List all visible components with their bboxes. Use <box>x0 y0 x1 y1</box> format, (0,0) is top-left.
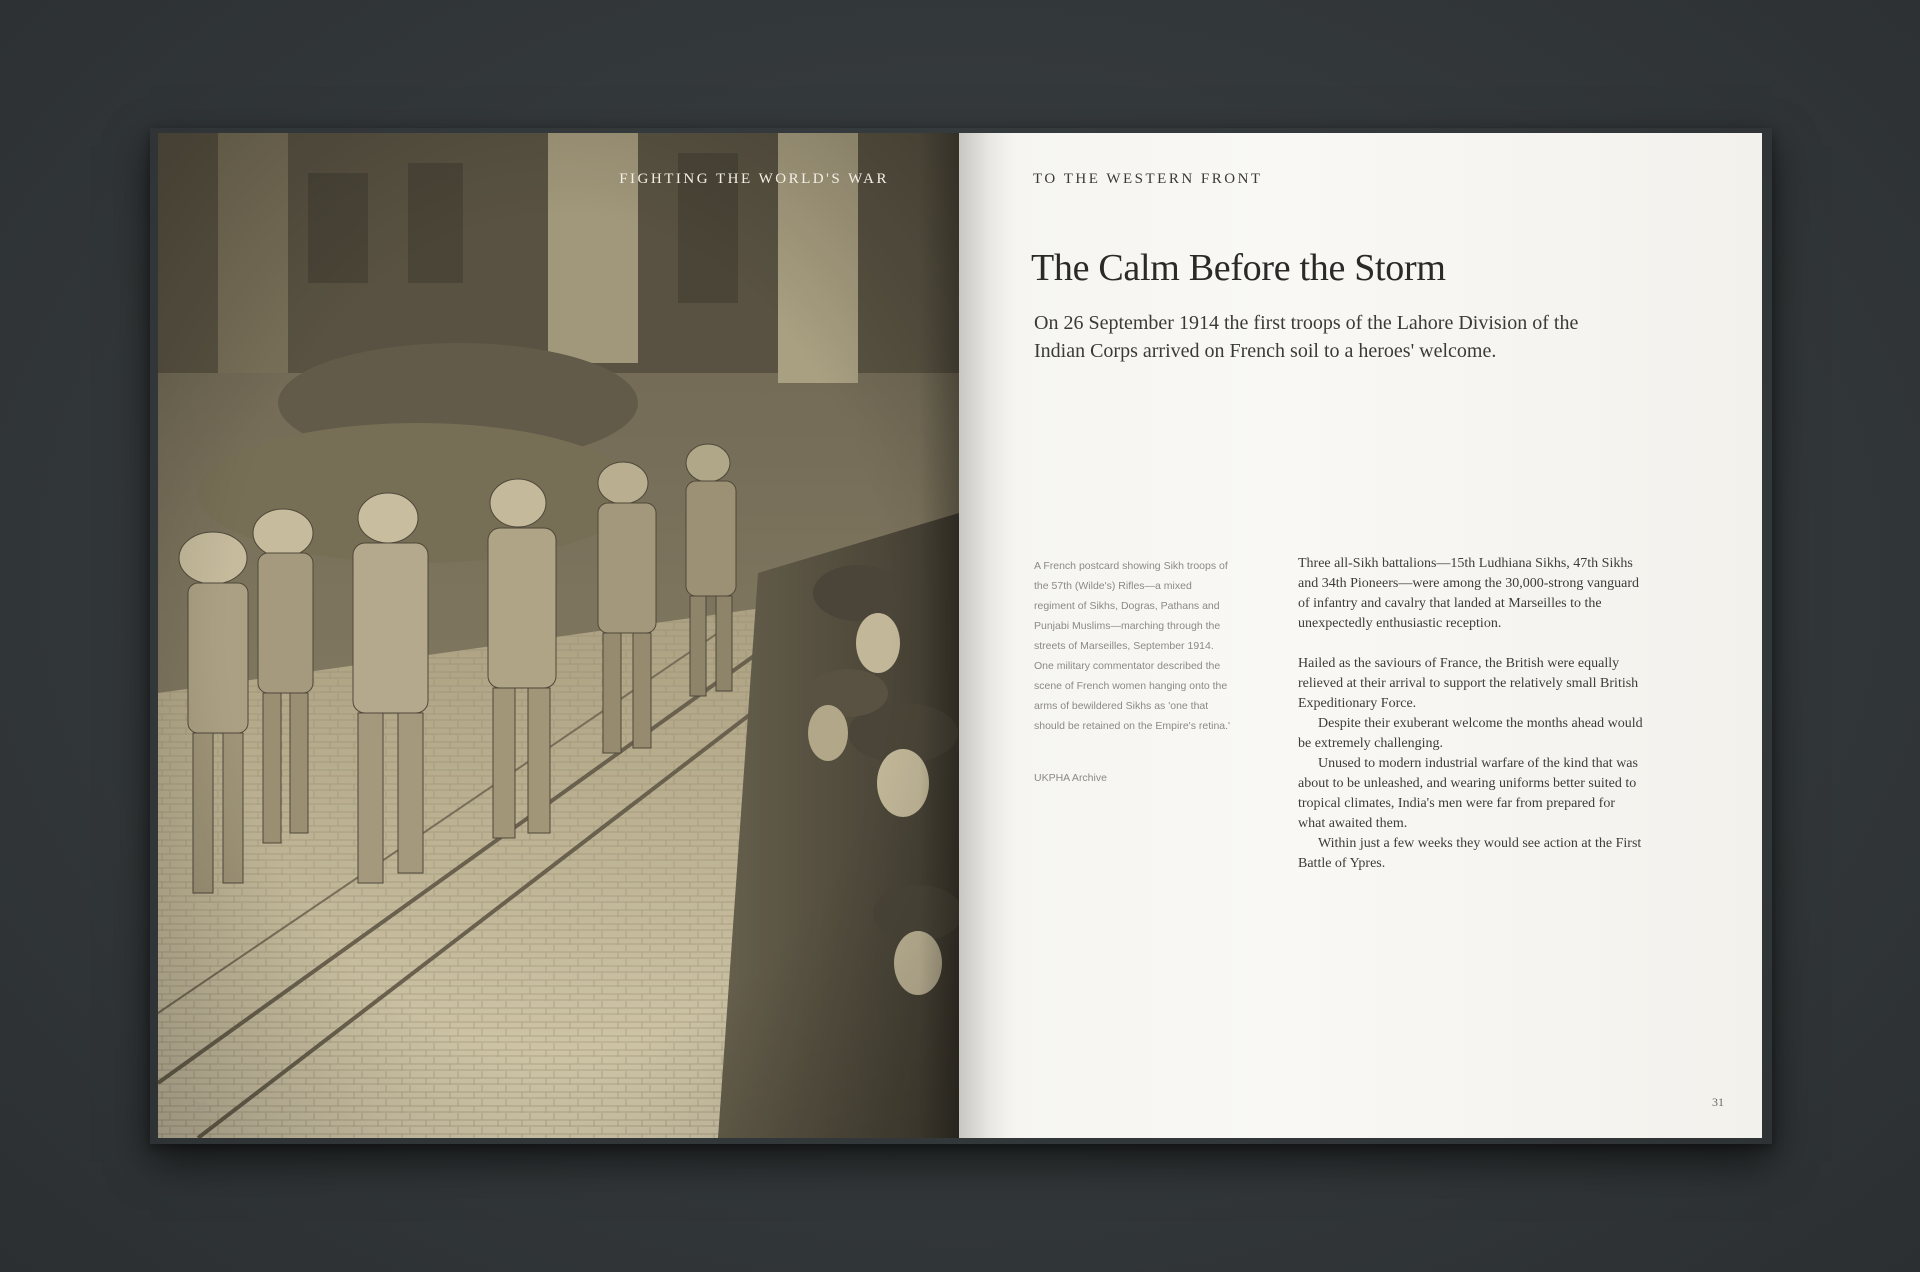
body-paragraph: Hailed as the saviours of France, the British were equally relieved at their arrival to support the relatively small British Expeditionary Force. <box>1298 656 1639 711</box>
body-paragraph: Despite their exuberant welcome the months ahead would be extremely challenging. <box>1298 716 1643 751</box>
gutter-shadow-left <box>919 133 959 1138</box>
body-paragraph: Within just a few weeks they would see action at the First Battle of Ypres. <box>1298 836 1642 871</box>
gutter-shadow-right <box>959 133 1019 1138</box>
running-head-right: TO THE WESTERN FRONT <box>1033 171 1263 187</box>
body-paragraph: Three all-Sikh battalions—15th Ludhiana Sikhs, 47th Sikhs and 34th Pioneers—were among the 30,000-strong vanguard of infantry and cavalry that landed at Marseilles to the unexpectedly enthusiastic reception. <box>1298 556 1639 631</box>
photo-caption: A French postcard showing Sikh troops of the 57th (Wilde's) Rifles—a mixed regiment of Sikhs, Dogras, Pathans and Punjabi Muslims—marching through the streets of Marseilles, September 1914. One military commentator described the scene of French women hanging onto the arms of bewildered Sikhs as 'one that should be retained on the Empire's retina.' <box>1034 560 1231 732</box>
photo-credit: UKPHA Archive <box>1034 772 1107 784</box>
page-number-right: 31 <box>1712 1095 1724 1109</box>
page-number-left: 30 <box>194 1099 206 1113</box>
left-page-photo <box>158 133 959 1138</box>
chapter-title: The Calm Before the Storm <box>1031 247 1446 289</box>
standfirst: On 26 September 1914 the first troops of the Lahore Division of the Indian Corps arrived on French soil to a heroes' welcome. <box>1034 312 1579 362</box>
archival-photo <box>158 133 959 1138</box>
running-head-left: FIGHTING THE WORLD'S WAR <box>619 171 889 187</box>
body-paragraph: Unused to modern industrial warfare of the kind that was about to be unleashed, and wearing uniforms better suited to tropical climates, India's men were far from prepared for what awaited them. <box>1298 756 1638 831</box>
body-text <box>1298 554 1643 874</box>
right-page-text <box>959 133 1762 1138</box>
